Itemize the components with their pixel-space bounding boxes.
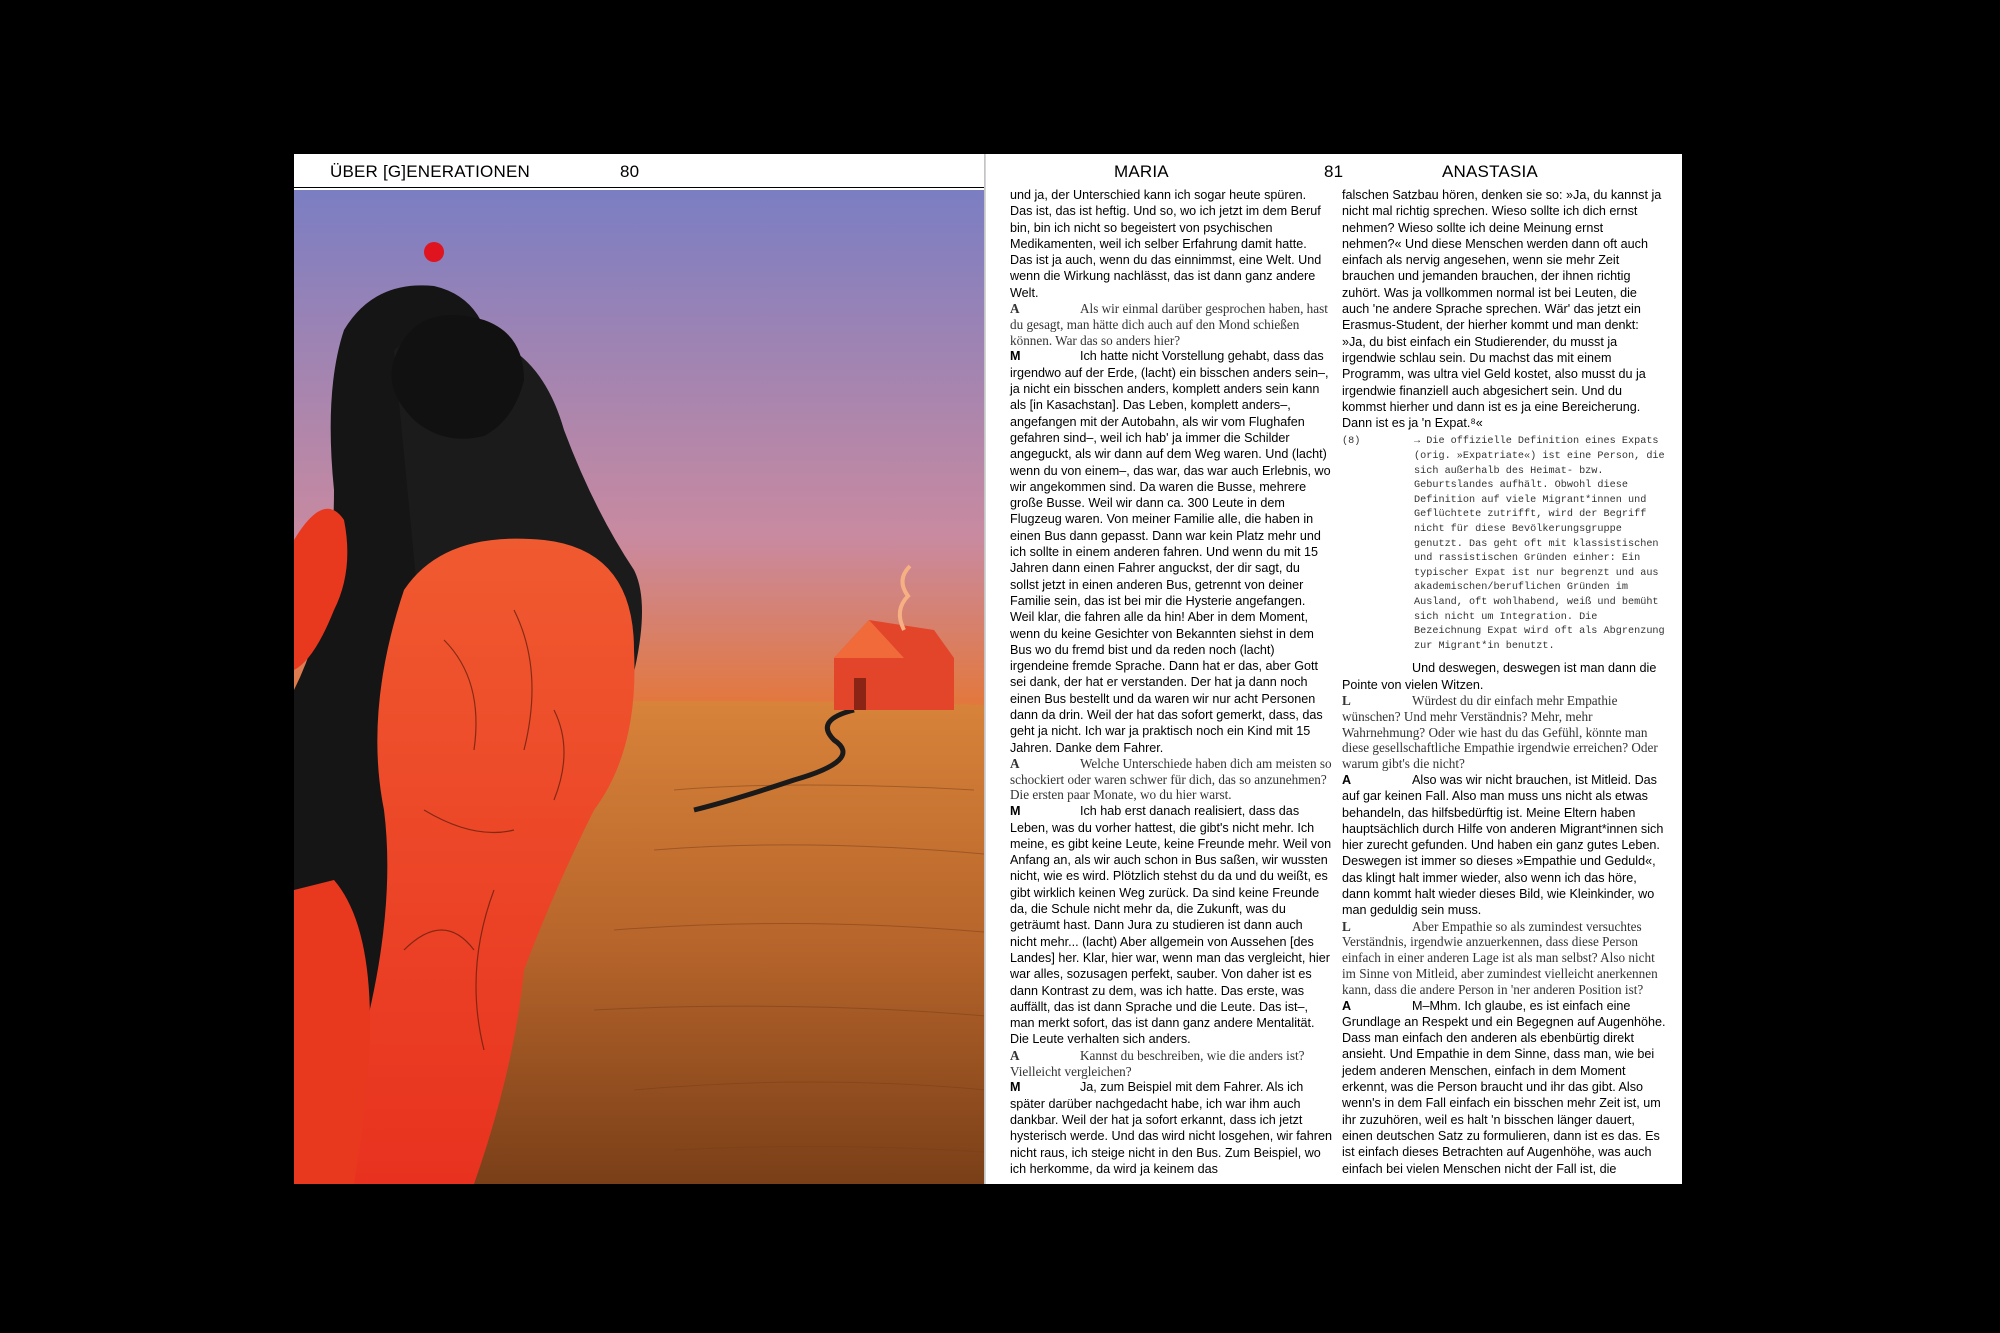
text-column-left bbox=[1010, 187, 1332, 1177]
speaker-label: L bbox=[1342, 692, 1351, 708]
paragraph: falschen Satzbau hören, denken sie so: »Ja, du kannst ja nicht mal richtig sprechen. Wieso sollte ich dich ernst nehmen? Wieso sollte ich deine Meinung ernst nehmen?« Und diese Menschen werden dann oft auch einfach als nervig angesehen, wenn sie mehr Zeit brauchen und jemanden brauchen, der ihnen richtig zuhört. Was ja vollkommen normal ist bei Leuten, die auch 'ne andere Sprache sprechen. Wär' das jetzt ein Erasmus-Student, der hierher kommt und man denkt: »Ja, du bist einfach ein Studierender, du musst ja irgendwie schlau sein. Du machst das mit einem Programm, was ultra viel Geld kostet, also musst du ja irgendwie finanziell auch abgesichert sein. Und du kommst hierher und dann ist es ja eine Bereicherung. Dann ist es ja 'n Expat.⁸« bbox=[1342, 188, 1662, 431]
answer: M Ja, zum Beispiel mit dem Fahrer. Als ich später darüber nachgedacht habe, ich war ihm auch dankbar. Weil der hat ja sofort erkannt, dass ich jetzt hysterisch werde. Und das wird nicht losgehen, wir fahren nicht raus, ich steige nicht in den Bus. Zum Beispiel, wo ich herkomme, da wird ja keinem das bbox=[1010, 1080, 1332, 1176]
footnote-text: → Die offizielle Definition eines Expats (orig. »Expatriate«) ist eine Person, die sich außerhalb des Heimat- bzw. Geburtslandes aufhält. Obwohl diese Definition auf viele Migrant*innen und Geflüchtete zutrifft, wird der Begriff nicht für diese Bevölkerungsgruppe genutzt. Das geht oft mit klassistischen und rassistischen Gründen einher: Ein typischer Expat ist nur begrenzt und aus akademischen/beruflichen Gründen im Ausland, oft wohlhabend, weiß und bemüht sich nicht um Integration. Die Bezeichnung Expat wird oft als Abgrenzung zur Migrant*in benutzt. bbox=[1414, 436, 1665, 652]
answer: M Ich hab erst danach realisiert, dass das Leben, was du vorher hattest, die gibt's nicht mehr. Ich meine, es gibt keine Leute, keine Freunde mehr. Weil von Anfang an, als wir auch schon in Bus saßen, wir wussten nicht, wie es wird. Plötzlich stehst du da und du weißt, es gibt wirklich keinen Weg zurück. Da sind keine Freunde da, die Schule nicht mehr da, die Zukunft, was du geträumt hast. Dann Jura zu studieren ist dann auch nicht mehr... (lacht) Aber allgemein von Aussehen [des Landes] her. Klar, hier war, wenn man das vergleicht, hier war alles, sozusagen perfekt, sauber. Von daher ist es dann Kontrast zu dem, was ich hatte. Das erste, was auffällt, das ist dann Sprache und die Leute. Das ist–, man merkt sofort, das ist dann ganz andere Mentalität. Die Leute verhalten sich anders. bbox=[1010, 804, 1332, 1047]
question: L Aber Empathie so als zumindest versuchtes Verständnis, irgendwie anzuerkennen, dass diese Person einfach in einer anderen Lage ist als man selbst? Also nicht im Sinne von Mitleid, aber zumindest vielleicht anerkennen kann, dass die andere Person in 'ner anderen Position ist? bbox=[1342, 918, 1658, 997]
running-title: ÜBER [G]ENERATIONEN bbox=[330, 162, 530, 181]
speaker-label: M bbox=[1010, 804, 1021, 819]
question: A Kannst du beschreiben, wie die anders ist? Vielleicht vergleichen? bbox=[1010, 1047, 1305, 1079]
footnote-number: (8) bbox=[1342, 436, 1361, 448]
footnote bbox=[1342, 435, 1666, 654]
left-page bbox=[294, 154, 986, 1184]
answer: M Ich hatte nicht Vorstellung gehabt, dass das irgendwo auf der Erde, (lacht) ein bisschen anders sein–, ja nicht ein bisschen anders, komplett anders sein kann als [in Kasachstan]. Das Leben, komplett anders–, angefangen mit der Autobahn, als wir vom Flughafen gefahren sind–, weil ich hab' ja immer die Schilder angeguckt, als wir dann auf dem Weg waren. Und (lacht) wenn du von einem–, das war, das war auch Erlebnis, wo wir angekommen sind. Da waren die Busse, mehrere große Busse. Weil wir dann ca. 300 Leute in dem Flugzeug waren. Von meiner Familie alle, die haben in einen Bus dann gepasst. Dann war kein Platz mehr und ich sollte in einem anderen fahren. Und wenn du mit 15 Jahren dann einen Fahrer anguckst, der dir sagt, du sollst jetzt in einen anderen Bus, getrennt von deiner Familie sein, das ist bei mir die Hysterie angefangen. Weil klar, die fahren alle da hin! Aber in dem Moment, wenn du keine Gesichter von Bekannten siehst in dem Bus wo du fremd bist und da reden noch (lacht) irgendeine fremde Sprache. Dann hat er das, aber Gott sei dank, der hat er verstanden. Der hat ja dann noch einen Bus bestellt und da waren wir nur acht Personen dann da drin. Weil der hat das sofort gemerkt, dass, das geht ja nicht. Ich war ja praktisch noch ein Kind mit 15 Jahren. Danke dem Fahrer. bbox=[1010, 349, 1331, 755]
speaker-label: A bbox=[1010, 301, 1020, 317]
paragraph: und ja, der Unterschied kann ich sogar heute spüren. Das ist, das ist heftig. Und so, wo ich jetzt im dem Beruf bin, bin ich nicht so begeistert von psychischen Medikamenten, weil ich selber Erfahrung damit hatte. Das ist ja auch, wenn du das einnimmst, eine Welt. Und wenn die Wirkung nachlässt, das ist dann ganz andere Welt. bbox=[1010, 188, 1322, 300]
speaker-name-maria: MARIA bbox=[1114, 162, 1169, 181]
header-rule bbox=[294, 187, 986, 188]
sun-icon bbox=[424, 242, 444, 262]
speaker-label: A bbox=[1342, 772, 1352, 787]
speaker-label: A bbox=[1010, 755, 1020, 771]
paragraph: Und deswegen, deswegen ist man dann die Pointe von vielen Witzen. bbox=[1342, 661, 1657, 692]
right-page bbox=[986, 154, 1682, 1184]
answer: A M–Mhm. Ich glaube, es ist einfach eine Grundlage an Respekt und ein Begegnen auf Augenhöhe. Dass man einfach den anderen als ebenbürtig direkt ansieht. Und Empathie in dem Sinne, dass man, wie bei jedem anderen Menschen, einfach in dem Moment erkennt, was die Person braucht und ihr das gibt. Also wenn's in dem Fall einfach ein bisschen mehr Zeit ist, um ihr zuzuhören, weil es halt 'n bisschen länger dauert, einen deutschen Satz zu formulieren, dann ist es das. Es ist einfach dieses Betrachten auf Augenhöhe, was auch einfach bei vielen Menschen nicht der Fall ist, die bbox=[1342, 998, 1666, 1176]
speaker-label: M bbox=[1010, 1080, 1021, 1095]
speaker-label: A bbox=[1342, 998, 1352, 1013]
speaker-label: A bbox=[1010, 1047, 1020, 1063]
answer: A Also was wir nicht brauchen, ist Mitleid. Das auf gar keinen Fall. Also man muss uns nicht als etwas behandeln, das hilfsbedürftig ist. Meine Eltern haben hauptsächlich durch Hilfe von anderen Migrant*innen sich hier zurecht gefunden. Und haben ein ganz gutes Leben. Deswegen ist immer so dieses »Empathie und Geduld«, das klingt halt immer wieder, also wenn ich das höre, dann kommt halt wieder dieses Bild, wie Kleinkinder, wo man geduldig sein muss. bbox=[1342, 772, 1664, 918]
speaker-name-anastasia: ANASTASIA bbox=[1442, 162, 1538, 181]
question: L Würdest du dir einfach mehr Empathie wünschen? Und mehr Verständnis? Mehr, mehr Wahrnehmung? Oder wie hast du das Gefühl, könnte man diese gesellschaftliche Empathie irgendwie erreichen? Oder warum gibt's die nicht? bbox=[1342, 692, 1658, 772]
question: A Welche Unterschiede haben dich am meisten so schockiert oder waren schwer für dich, das so anzunehmen? Die ersten paar Monate, wo du hier warst. bbox=[1010, 755, 1332, 803]
speaker-label: L bbox=[1342, 918, 1351, 934]
speaker-label: M bbox=[1010, 349, 1021, 364]
page-number-left: 80 bbox=[620, 162, 640, 181]
text-column-right bbox=[1342, 187, 1666, 1177]
page-number-right: 81 bbox=[1324, 162, 1344, 181]
illustration bbox=[294, 190, 986, 1184]
question: A Als wir einmal darüber gesprochen haben, hast du gesagt, man hätte dich auch auf den Mond schießen können. War das so anders hier? bbox=[1010, 301, 1328, 348]
